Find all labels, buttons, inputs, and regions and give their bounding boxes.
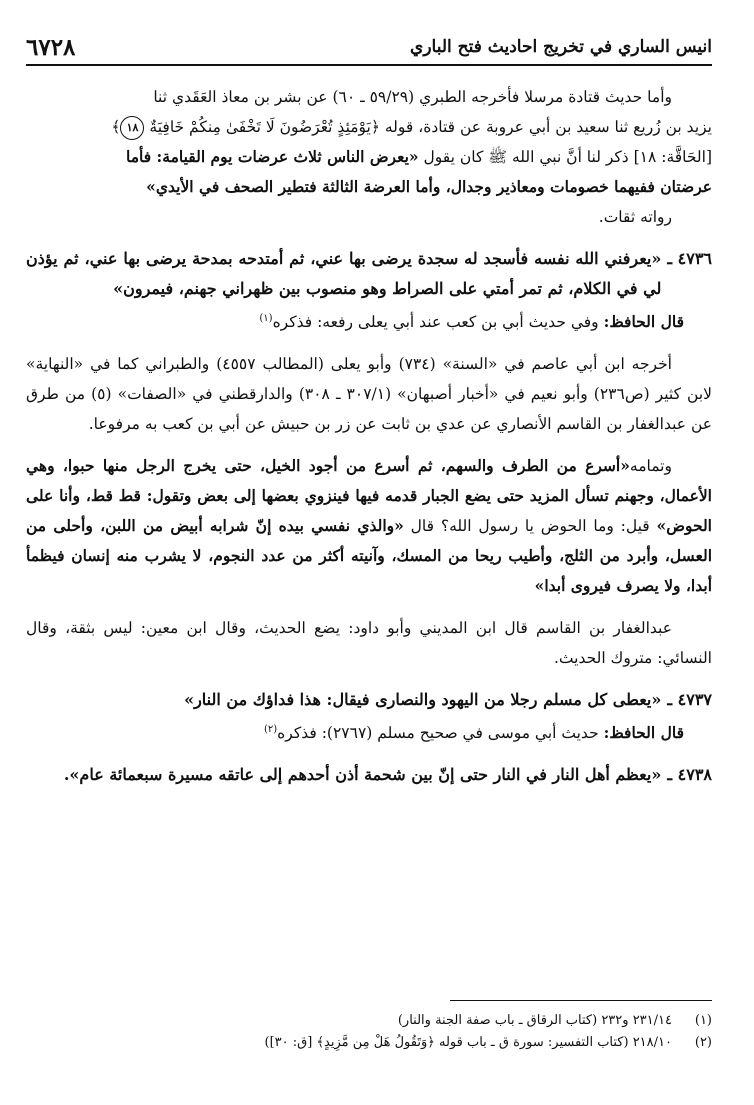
hafiz-text: حديث أبي موسى في صحيح مسلم (٢٧٦٧): فذكره bbox=[277, 724, 599, 743]
hadith-4738-matn bbox=[26, 760, 712, 790]
hadith-text: «يعطى كل مسلم رجلا من اليهود والنصارى فيقال: هذا فداؤك من النار» bbox=[184, 690, 662, 710]
hadith-quote-end: عرضتان ففيهما خصومات ومعاذير وجدال، وأما العرضة الثالثة فتطير الصحف في الأيدي» bbox=[146, 177, 712, 196]
footnote-ref: (١) bbox=[259, 313, 273, 324]
hadith-number: ٤٧٣٨ ـ bbox=[667, 765, 712, 785]
footnote-2 bbox=[26, 1032, 712, 1054]
footnotes bbox=[26, 1010, 712, 1054]
hadith-4737-matn bbox=[26, 685, 712, 715]
hafiz-note bbox=[26, 715, 712, 748]
hadith-text: «يعرفني الله نفسه فأسجد له سجدة يرضى بها عني، ثم أمتدحه بمدحة يرضى بها عني، ثم يؤذن لي في الكلام، ثم تمر أمتي على الصراط وهو منصوب بين ظهراني جهنم، فيمرون» bbox=[26, 249, 662, 298]
footnote-divider bbox=[450, 1000, 712, 1001]
quran-verse: يزيد بن زُريع ثنا سعيد بن أبي عروبة عن قتادة، قوله ﴿يَوْمَئِذٍ تُعْرَضُونَ لَا تَخْفَىٰ مِنكُمْ خَافِيَةٌ bbox=[149, 118, 712, 136]
hadith-text: «يعظم أهل النار في النار حتى إنّ بين شحمة أذن أحدهم إلى عاتقه مسيرة سبعمائة عام». bbox=[63, 765, 662, 785]
page-header bbox=[26, 30, 712, 66]
hadith-4738 bbox=[26, 760, 712, 790]
footnote-1 bbox=[26, 1010, 712, 1032]
tamamuh-question: قيل: وما الحوض يا رسول الله؟ قال bbox=[410, 517, 650, 536]
hadith-quote-start: «يعرض الناس ثلاث عرضات يوم القيامة: فأما bbox=[125, 147, 419, 166]
hadith-4736-matn bbox=[26, 244, 712, 304]
qatada-line-1: وأما حديث قتادة مرسلا فأخرجه الطبري (٥٩/٢٩ ـ ٦٠) عن بشر بن معاذ العَقَدي ثنا bbox=[153, 88, 672, 106]
tamamuh-prefix: وتمامه bbox=[629, 457, 672, 476]
hafiz-label: قال الحافظ: bbox=[603, 723, 684, 743]
tamamuh-quote-2: «والذي نفسي بيده إنّ شرابه أبيض من اللبن، وأحلى من العسل، وأبرد من الثلج، وأطيب ريحا من المسك، وآنيته أكثر من عدد النجوم، لا يشرب منه إنسان فيظمأ أبدا، ولا يصرف فيروى أبدا» bbox=[26, 516, 712, 596]
narrators-trustworthy: رواته ثقات. bbox=[598, 208, 672, 226]
hadith-number: ٤٧٣٦ ـ bbox=[667, 249, 712, 268]
qatada-line-3 bbox=[26, 142, 712, 172]
takhrij-paragraph: أخرجه ابن أبي عاصم في «السنة» (٧٣٤) وأبو يعلى (المطالب ٤٥٥٧) والطبراني كما في «النهاية» لابن كثير (ص٢٣٦) وأبو نعيم في «أخبار أصبهان» (٣٠٧/١ ـ ٣٠٨) والدارقطني في «الصفات» (٥) من طرق عن عبدالغفار بن القاسم الأنصاري عن عدي بن ثابت عن زر بن حبيش عن أبي بن كعب به مرفوعا. bbox=[26, 355, 712, 434]
qatada-line-2 bbox=[26, 112, 712, 142]
footnote-number: (٢) bbox=[694, 1035, 712, 1050]
running-title: انيس الساري في تخريج احاديث فتح الباري bbox=[410, 37, 712, 57]
verse-number-marker: ١٨ bbox=[120, 116, 144, 140]
hafiz-text: وفي حديث أبي بن كعب عند أبي يعلى رفعه: فذكره bbox=[272, 313, 599, 332]
verse-reference: [الحَاقَّة: ١٨] ذكر لنا أنَّ نبي الله ﷺ كان يقول bbox=[423, 148, 712, 166]
hadith-4736 bbox=[26, 244, 712, 673]
page-number: ٦٧٢٨ bbox=[26, 33, 76, 61]
tamamuh-quote-1: «أسرع من الطرف والسهم، ثم أسرع من أجود الخيل، حتى يخرج الرجل منها حبوا، وهي الأعمال، وجهنم تسأل المزيد حتى يضع الجبار قدمه فيها فينزوي بعضها إلى بعض وتقول: قط قط، وأنا على الحوض» bbox=[26, 456, 712, 536]
hadith-number: ٤٧٣٧ ـ bbox=[667, 690, 712, 710]
footnote-text: ٢٣١/١٤ و٢٣٢ (كتاب الرقاق ـ باب صفة الجنة والنار) bbox=[397, 1013, 672, 1028]
footnote-number: (١) bbox=[694, 1013, 712, 1028]
hafiz-label: قال الحافظ: bbox=[603, 312, 684, 332]
hafiz-note bbox=[26, 304, 712, 337]
footnote-ref: (٢) bbox=[263, 724, 278, 736]
verse-close-bracket: ﴾ bbox=[111, 118, 121, 136]
tamamuh-paragraph bbox=[26, 451, 712, 601]
footnote-text: ٢١٨/١٠ (كتاب التفسير: سورة ق ـ باب قوله ﴿وَتَقُولُ هَلْ مِن مَّزِيدٍ﴾ [ق: ٣٠]) bbox=[264, 1035, 672, 1050]
rijal-paragraph: عبدالغفار بن القاسم قال ابن المديني وأبو داود: يضع الحديث، وقال ابن معين: ليس بثقة، وقال النسائي: متروك الحديث. bbox=[26, 619, 712, 668]
page-body bbox=[26, 82, 712, 790]
qatada-section bbox=[26, 82, 712, 232]
hadith-4737 bbox=[26, 685, 712, 748]
